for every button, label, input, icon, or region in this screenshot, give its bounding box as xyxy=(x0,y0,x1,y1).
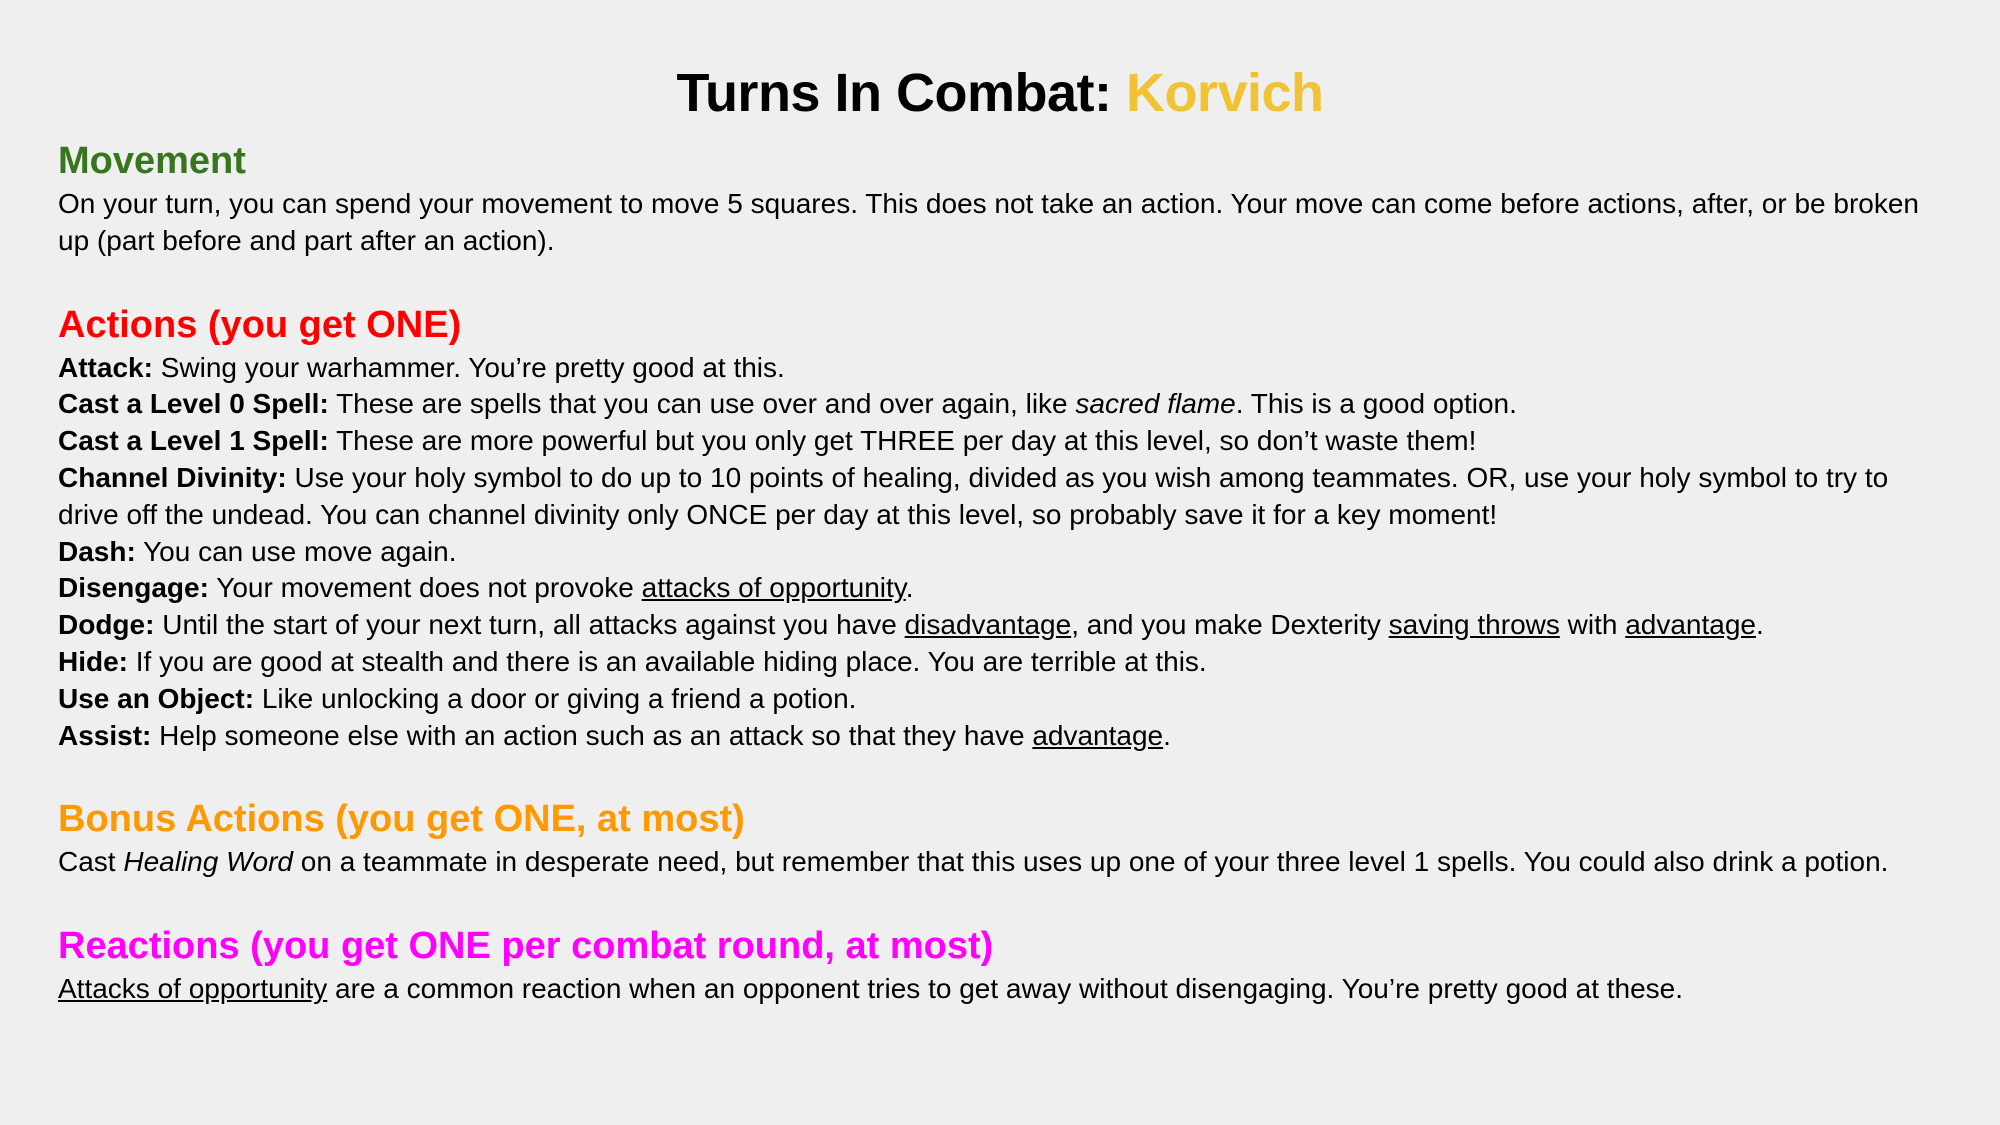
action-description: . This is a good option. xyxy=(1235,388,1517,420)
action-description: Until the start of your next turn, all attacks against you have xyxy=(154,609,905,641)
actions-heading: Actions (you get ONE) xyxy=(58,303,462,346)
reactions-heading: Reactions (you get ONE per combat round, at most) xyxy=(58,925,994,968)
action-cast-level-1 xyxy=(58,423,1942,460)
page-title xyxy=(58,58,1942,128)
advantage-link[interactable]: advantage xyxy=(1032,719,1164,751)
action-description: If you are good at stealth and there is an available hiding place. You are terrible at this. xyxy=(128,645,1207,677)
disadvantage-link[interactable]: disadvantage xyxy=(904,609,1072,641)
action-term: Channel Divinity: xyxy=(58,461,287,493)
reactions-section xyxy=(58,921,1942,1008)
bonus-actions-text: Cast Healing Word on a teammate in desperate need, but remember that this uses up one of your three level 1 spells. You could also drink a potion. xyxy=(58,846,1889,878)
action-description: Use your holy symbol to do up to 10 points of healing, divided as you wish among teammates. OR, use your holy symbol to try to drive off the undead. You can channel divinity only ONCE per day at this level, so probably save it for a key moment! xyxy=(58,461,1889,530)
action-attack xyxy=(58,350,1942,387)
action-use-object xyxy=(58,681,1942,718)
saving-throws-link[interactable]: saving throws xyxy=(1388,609,1560,641)
action-description: These are spells that you can use over and over again, like xyxy=(328,388,1076,420)
action-dash xyxy=(58,534,1942,571)
action-cast-level-0 xyxy=(58,386,1942,423)
action-term: Use an Object: xyxy=(58,682,255,714)
advantage-link[interactable]: advantage xyxy=(1625,609,1757,641)
movement-heading: Movement xyxy=(58,140,246,182)
action-disengage: Disengage: Your movement does not provoke attacks of opportunity. xyxy=(58,572,914,604)
action-description: These are more powerful but you only get THREE per day at this level, so don’t waste them! xyxy=(328,425,1477,457)
action-description: You can use move again. xyxy=(135,535,457,567)
movement-section xyxy=(58,136,1942,260)
action-description: Swing your warhammer. You’re pretty good at this. xyxy=(152,351,785,383)
action-description: Help someone else with an action such as an attack so that they have xyxy=(151,719,1033,751)
spell-name: sacred flame xyxy=(1075,388,1236,420)
action-term: Dash: xyxy=(58,535,136,567)
action-term: Cast a Level 0 Spell: xyxy=(58,388,329,420)
actions-section xyxy=(58,300,1942,755)
action-description: Like unlocking a door or giving a friend a potion. xyxy=(254,682,857,714)
spell-name: Healing Word xyxy=(123,846,293,878)
action-assist: Assist: Help someone else with an action such as an attack so that they have advantage. xyxy=(58,719,1171,751)
bonus-actions-heading: Bonus Actions (you get ONE, at most) xyxy=(58,798,745,841)
action-term: Attack: xyxy=(58,351,153,383)
action-term: Hide: xyxy=(58,645,128,677)
title-prefix: Turns In Combat: xyxy=(676,63,1126,123)
action-hide xyxy=(58,644,1942,681)
movement-text: On your turn, you can spend your movement to move 5 squares. This does not take an action. Your move can come before actions, after, or be broken up (part before and part after an action). xyxy=(58,188,1919,256)
action-term: Disengage: xyxy=(58,572,209,604)
character-name: Korvich xyxy=(1125,63,1324,123)
bonus-actions-section xyxy=(58,794,1942,881)
action-term: Dodge: xyxy=(58,609,155,641)
attacks-of-opportunity-link[interactable]: attacks of opportunity xyxy=(641,572,906,604)
attacks-of-opportunity-link[interactable]: Attacks of opportunity xyxy=(58,973,328,1005)
action-term: Cast a Level 1 Spell: xyxy=(58,425,329,457)
action-description: Your movement does not provoke xyxy=(208,572,642,604)
reactions-text: Attacks of opportunity are a common reaction when an opponent tries to get away without disengaging. You’re pretty good at these. xyxy=(58,973,1684,1005)
action-term: Assist: xyxy=(58,719,152,751)
action-channel-divinity xyxy=(58,460,1942,534)
action-dodge: Dodge: Until the start of your next turn, all attacks against you have disadvantage, and you make Dexterity saving throws with advantage. xyxy=(58,609,1764,641)
